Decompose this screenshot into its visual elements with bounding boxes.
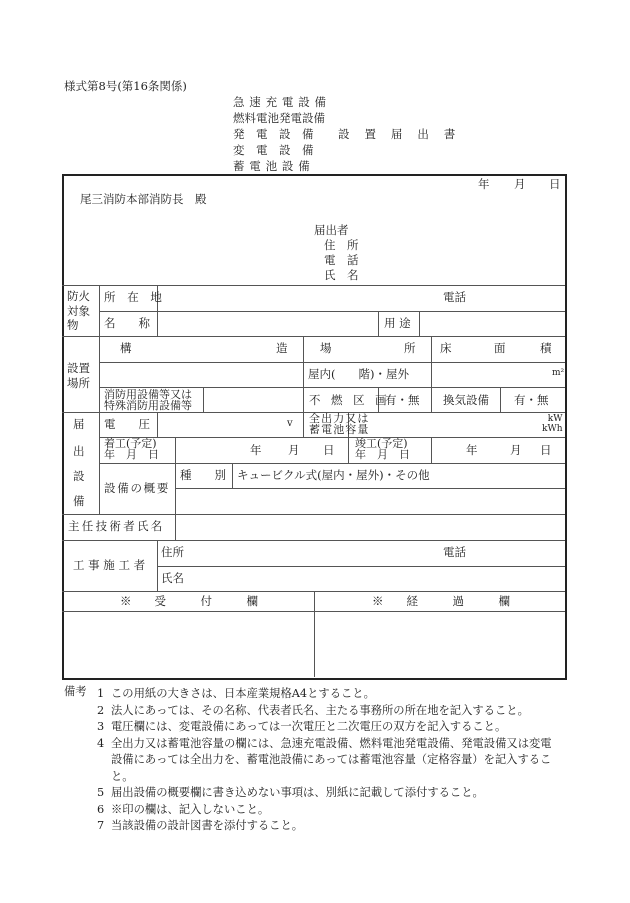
note-text: 当該設備の設計図書を添付すること。 xyxy=(111,819,304,832)
progress-label: ※ 経 過 欄 xyxy=(372,594,510,608)
completion-date-day: 日 xyxy=(540,443,552,457)
divider xyxy=(348,437,349,463)
note-item xyxy=(97,802,555,819)
completion-date-year: 年 xyxy=(466,443,478,457)
floor-area-input[interactable] xyxy=(434,364,552,386)
note-text: 届出設備の概要欄に書き込めない事項は、別紙に記載して添付すること。 xyxy=(111,786,484,799)
start-label-line2: 年 月 日 xyxy=(104,448,159,461)
title-line-battery: 蓄 電 池 設 備 xyxy=(233,159,311,173)
noncombustible-option[interactable]: 有・無 xyxy=(385,393,420,407)
applicant-address-label: 住 所 xyxy=(324,238,359,252)
notes-heading: 備考 xyxy=(64,685,87,698)
equipment-section-label-3: 設 xyxy=(73,469,85,483)
overview-label: 設備の概要 xyxy=(104,481,171,495)
fire-equipment-label-line2: 特殊消防用設備等 xyxy=(104,399,192,412)
start-date-input[interactable] xyxy=(178,439,346,461)
title-line-substation: 変 電 設 備 xyxy=(233,143,314,157)
output-label-line1: 全出力又は xyxy=(309,412,370,425)
place-label-b: 所 xyxy=(404,341,416,355)
chief-engineer-input[interactable] xyxy=(178,516,562,538)
divider xyxy=(99,311,565,312)
note-item xyxy=(97,703,555,720)
overview-input[interactable] xyxy=(178,490,562,512)
equipment-section-label-1: 届 xyxy=(73,417,85,431)
note-number: 7 xyxy=(97,819,105,832)
note-text: この用紙の大きさは、日本産業規格A4とすること。 xyxy=(111,687,375,700)
note-item xyxy=(97,785,555,802)
applicant-label: 届出者 xyxy=(314,223,349,237)
chief-engineer-label: 主任技術者氏名 xyxy=(68,519,165,533)
divider xyxy=(378,311,379,336)
divider xyxy=(232,463,233,488)
completion-label-line2: 年 月 日 xyxy=(355,448,410,461)
output-input[interactable] xyxy=(351,414,541,436)
note-item xyxy=(97,719,555,736)
structure-label-a: 構 xyxy=(120,341,132,355)
divider xyxy=(99,285,100,514)
start-date-year: 年 xyxy=(250,443,262,457)
note-number: 4 xyxy=(97,736,105,750)
divider xyxy=(99,437,565,438)
title-line-quick-charger: 急 速 充 電 設 備 xyxy=(233,95,327,109)
ventilation-label: 換気設備 xyxy=(443,393,489,407)
divider xyxy=(157,412,158,437)
contractor-address-label: 住所 xyxy=(161,545,184,559)
divider xyxy=(431,437,432,463)
location-input[interactable] xyxy=(160,288,563,310)
progress-area xyxy=(316,613,563,675)
note-number: 6 xyxy=(97,802,105,816)
header-date-day: 日 xyxy=(549,177,561,191)
divider xyxy=(500,387,501,412)
start-date-day: 日 xyxy=(323,443,335,457)
divider xyxy=(99,362,565,363)
output-unit-kwh: kWh xyxy=(542,424,563,434)
title-line-fuel-cell: 燃料電池発電設備 xyxy=(233,111,325,125)
divider xyxy=(157,566,565,567)
completion-label xyxy=(355,438,410,460)
floor-area-label-2: 面 xyxy=(494,341,506,355)
structure-label-b: 造 xyxy=(276,341,288,355)
equipment-section-label-2: 出 xyxy=(73,444,85,458)
note-item xyxy=(97,736,555,786)
completion-date-month: 月 xyxy=(510,443,522,457)
structure-input[interactable] xyxy=(101,364,301,386)
contractor-name-input[interactable] xyxy=(185,568,561,590)
noncombustible-label: 不 燃 区 画 xyxy=(309,393,391,407)
name-input[interactable] xyxy=(160,313,376,335)
type-label: 種 別 xyxy=(180,468,226,482)
start-label-line1: 着工(予定) xyxy=(104,437,157,450)
fire-target-phone-label: 電話 xyxy=(443,290,466,304)
divider xyxy=(62,540,565,541)
place-label-a: 場 xyxy=(320,341,332,355)
applicant-name-label: 氏 名 xyxy=(324,268,359,282)
note-number: 1 xyxy=(97,687,105,700)
output-label-line2: 蓄電池容量 xyxy=(309,423,370,436)
voltage-unit: v xyxy=(287,418,293,429)
fire-equipment-label-line1: 消防用設備等又は xyxy=(104,388,192,401)
use-label: 用 途 xyxy=(384,316,411,330)
divider xyxy=(62,336,565,337)
divider xyxy=(157,540,158,591)
note-text: ※印の欄は、記入しないこと。 xyxy=(111,802,270,816)
ventilation-option[interactable]: 有・無 xyxy=(514,393,549,407)
divider xyxy=(419,311,420,336)
note-text: 電圧欄には、変電設備にあっては一次電圧と二次電圧の双方を記入すること。 xyxy=(111,720,507,733)
indoor-outdoor-option[interactable]: 屋内( 階)・屋外 xyxy=(308,367,409,381)
start-date-month: 月 xyxy=(288,443,300,457)
floor-area-label-3: 積 xyxy=(540,341,552,355)
fire-equipment-label xyxy=(104,389,192,411)
divider xyxy=(431,336,432,412)
note-text: 法人にあっては、その名称、代表者氏名、主たる事務所の所在地を記入すること。 xyxy=(111,703,529,717)
installation-site-section-label: 設置場所 xyxy=(67,361,90,390)
location-label: 所 在 地 xyxy=(104,290,166,304)
fire-target-section-label: 防火対象物 xyxy=(67,289,90,332)
contractor-phone-label: 電話 xyxy=(443,545,466,559)
divider xyxy=(175,488,565,489)
header-date-month: 月 xyxy=(514,177,526,191)
fire-equipment-input[interactable] xyxy=(206,389,301,411)
area-unit: m² xyxy=(552,368,565,378)
note-text: 全出力又は蓄電池容量の欄には、急速充電設備、燃料電池発電設備、発電設備又は変電設備にあっては全出力を、蓄電池設備にあっては蓄電池容量（定格容量）を記入すること。 xyxy=(111,736,552,783)
note-item xyxy=(97,686,555,703)
form-number: 様式第8号(第16条関係) xyxy=(64,79,187,93)
divider xyxy=(62,514,565,515)
output-unit-kw: kW xyxy=(547,414,563,424)
reception-label: ※ 受 付 欄 xyxy=(120,594,258,608)
start-label xyxy=(104,438,159,460)
divider xyxy=(175,437,176,514)
voltage-label: 電 圧 xyxy=(104,417,150,431)
note-number: 3 xyxy=(97,720,105,733)
divider xyxy=(99,463,565,464)
use-input[interactable] xyxy=(422,313,562,335)
contractor-name-label: 氏名 xyxy=(161,571,184,585)
floor-area-label-1: 床 xyxy=(440,341,452,355)
contractor-label: 工 事 施 工 者 xyxy=(73,558,146,572)
note-number: 5 xyxy=(97,786,105,799)
name-label: 名 称 xyxy=(104,316,150,330)
type-option[interactable]: キュービクル式(屋内・屋外)・その他 xyxy=(237,468,430,482)
note-number: 2 xyxy=(97,703,105,717)
title-line-generator: 発 電 設 備 xyxy=(233,127,314,141)
divider xyxy=(62,285,565,286)
equipment-section-label-4: 備 xyxy=(73,494,85,508)
header-date-year: 年 xyxy=(478,177,490,191)
title-suffix: 設 置 届 出 書 xyxy=(338,127,458,141)
contractor-address-input[interactable] xyxy=(185,542,435,564)
divider xyxy=(314,591,315,677)
output-units xyxy=(542,414,563,434)
divider xyxy=(203,387,204,412)
reception-area xyxy=(64,613,312,675)
notes-section xyxy=(64,686,574,835)
divider xyxy=(175,514,176,540)
applicant-phone-label: 電 話 xyxy=(324,253,359,267)
note-item xyxy=(97,818,555,835)
completion-label-line1: 竣工(予定) xyxy=(355,437,408,450)
addressee: 尾三消防本部消防長 殿 xyxy=(80,192,207,206)
